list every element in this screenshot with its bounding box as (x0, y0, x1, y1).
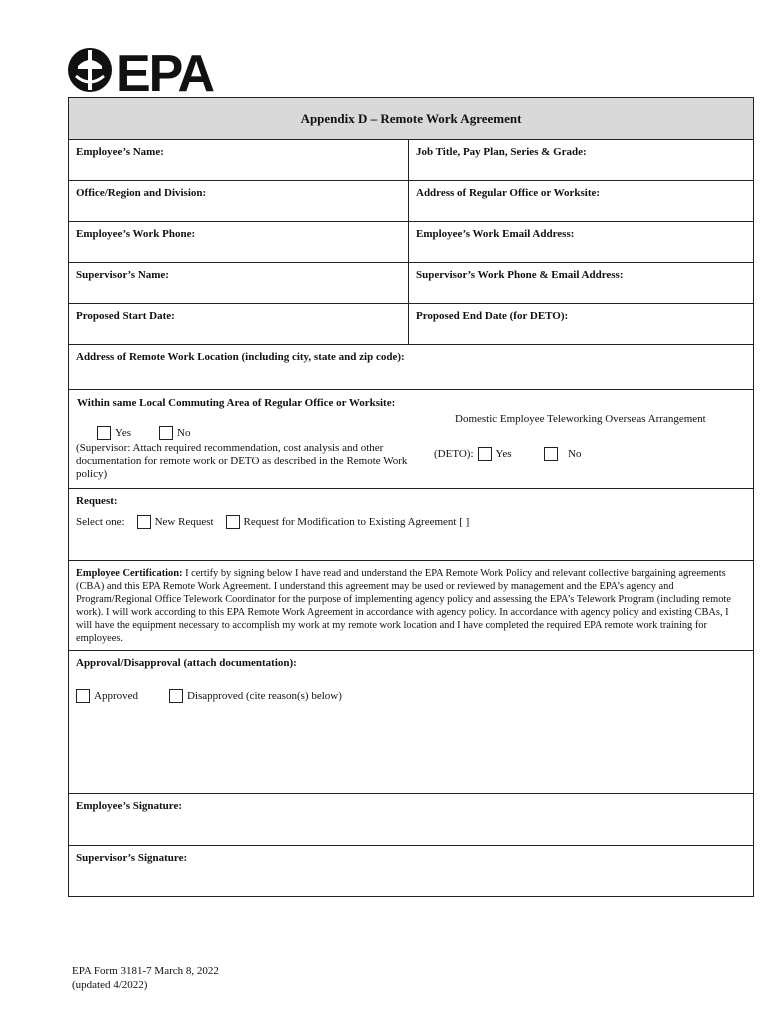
office-region-field[interactable]: Office/Region and Division: (69, 181, 409, 221)
disapproved-checkbox[interactable] (169, 689, 183, 703)
commuting-area-row (69, 390, 753, 489)
certification-label: Employee Certification: (76, 568, 183, 579)
supervisor-note: (Supervisor: Attach required recommendation, cost analysis and other documentation for remote work or DETO as described in the Remote Work policy) (76, 442, 408, 480)
form-footer (72, 964, 219, 992)
end-date-field[interactable]: Proposed End Date (for DETO): (416, 310, 569, 322)
approved-option[interactable]: Approved (76, 689, 138, 703)
form-number: EPA Form 3181-7 March 8, 2022 (72, 965, 219, 977)
commuting-no-option[interactable]: No (159, 426, 190, 440)
supervisor-name-field[interactable]: Supervisor’s Name: (69, 263, 409, 303)
certification-text: I certify by signing below I have read and understand the EPA Remote Work Policy and relevant collective bargaining agreements (CBA) and this EPA Remote Work Agreement. I understand this agreement may be used or reviewed by management and the EPA’s agency and Program/Regional Office Telework Coordinator for the purpose of implementing agency policy and assessing the EPA’s Telework Program (including remote work). I will work according to this EPA Remote Work Agreement in accordance with agency policy. In accordance with agency policy and existing CBAs, I will have the equipment necessary to accomplish my work at my remote work location and I have completed the required EPA remote work training for employees. (76, 568, 731, 644)
form-row-office (69, 181, 753, 222)
new-request-option[interactable]: New Request (137, 515, 214, 529)
epa-seal-icon (68, 48, 112, 92)
deto-no-checkbox[interactable] (544, 447, 558, 461)
deto-label: Domestic Employee Teleworking Overseas Arrangement (455, 413, 706, 425)
form-updated: (updated 4/2022) (72, 979, 148, 991)
approved-checkbox[interactable] (76, 689, 90, 703)
commuting-yes-option[interactable]: Yes (97, 426, 131, 440)
remote-address-label: Address of Remote Work Location (including city, state and zip code): (76, 351, 405, 363)
employee-signature-row[interactable] (69, 794, 753, 846)
regular-office-address-field[interactable]: Address of Regular Office or Worksite: (416, 187, 601, 199)
request-row (69, 489, 753, 561)
form-row-phone (69, 222, 753, 263)
disapproved-option[interactable]: Disapproved (cite reason(s) below) (169, 689, 342, 703)
request-label: Request: (76, 495, 118, 507)
employee-name-field[interactable]: Employee’s Name: (69, 140, 409, 180)
form-title: Appendix D – Remote Work Agreement (69, 98, 753, 140)
certification-row (69, 561, 753, 651)
epa-logo (68, 44, 228, 96)
form-row-name (69, 140, 753, 181)
employee-email-field[interactable]: Employee’s Work Email Address: (416, 228, 575, 240)
deto-no-option[interactable]: No (544, 447, 581, 461)
request-options: Select one: New Request Request for Modification to Existing Agreement [ ] (76, 516, 470, 528)
approval-row (69, 651, 753, 794)
supervisor-signature-label: Supervisor’s Signature: (76, 852, 188, 864)
form-row-supervisor (69, 263, 753, 304)
commuting-area-label: Within same Local Commuting Area of Regular Office or Worksite: (77, 397, 396, 409)
epa-wordmark: EPA (116, 45, 214, 96)
deto-yes-option[interactable]: (DETO): Yes (434, 448, 512, 460)
deto-yes-checkbox[interactable] (478, 447, 492, 461)
employee-phone-field[interactable]: Employee’s Work Phone: (69, 222, 409, 262)
start-date-field[interactable]: Proposed Start Date: (69, 304, 409, 344)
approval-label: Approval/Disapproval (attach documentation): (76, 657, 297, 669)
certification-paragraph (76, 567, 741, 645)
commuting-no-checkbox[interactable] (159, 426, 173, 440)
remote-address-row[interactable] (69, 345, 753, 390)
supervisor-contact-field[interactable]: Supervisor’s Work Phone & Email Address: (416, 269, 624, 281)
modification-request-checkbox[interactable] (226, 515, 240, 529)
modification-request-option[interactable]: Request for Modification to Existing Agreement [ ] (226, 515, 470, 529)
supervisor-signature-row[interactable] (69, 846, 753, 898)
form-row-dates (69, 304, 753, 345)
new-request-checkbox[interactable] (137, 515, 151, 529)
remote-work-form (68, 97, 754, 897)
job-title-field[interactable]: Job Title, Pay Plan, Series & Grade: (416, 146, 587, 158)
employee-signature-label: Employee’s Signature: (76, 800, 183, 812)
commuting-yes-checkbox[interactable] (97, 426, 111, 440)
